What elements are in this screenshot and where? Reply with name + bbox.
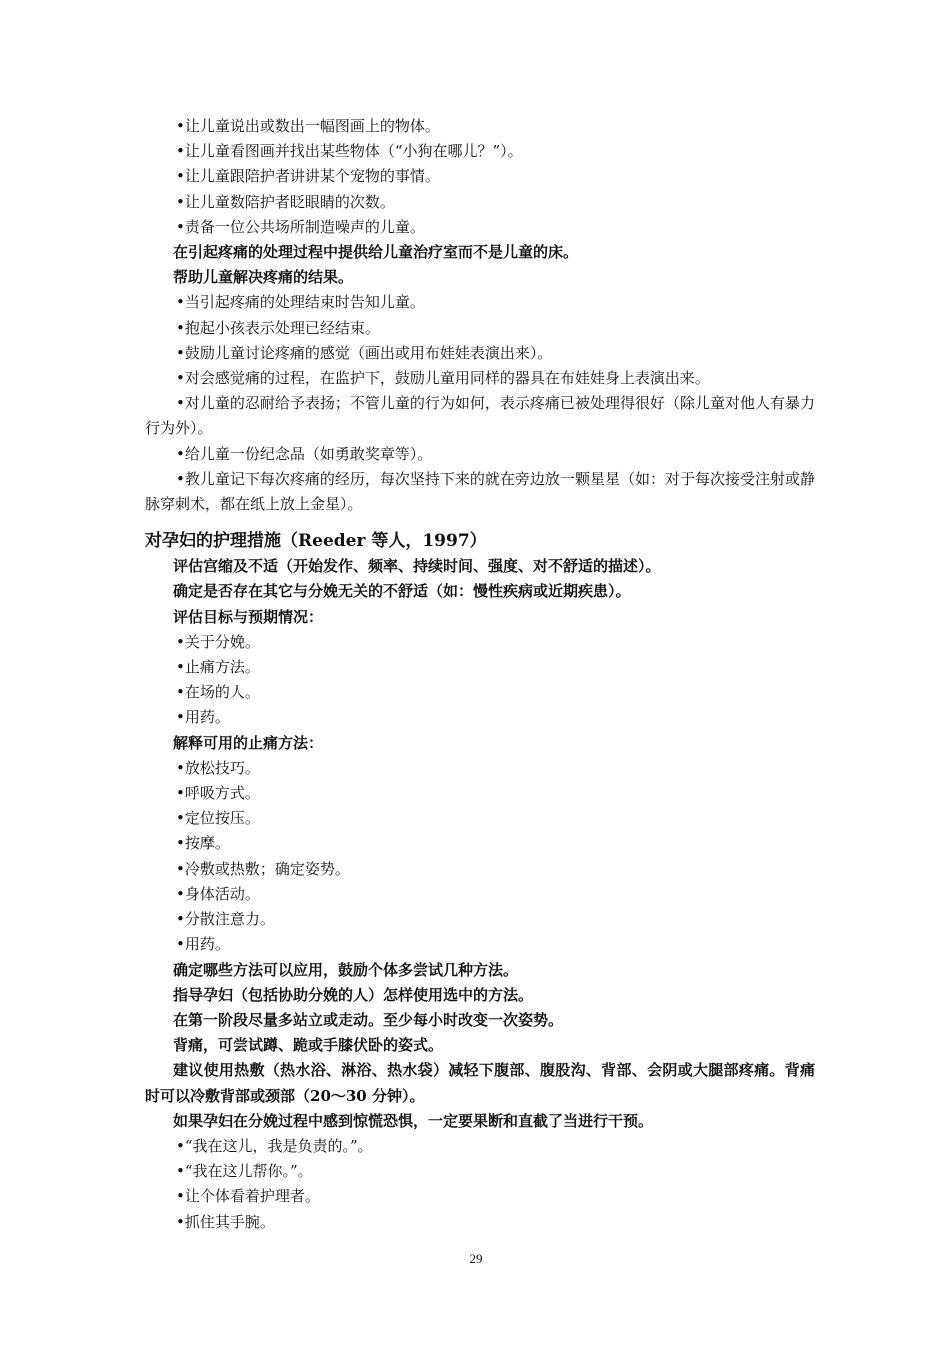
- list-item: •抓住其手腕。: [176, 1212, 275, 1231]
- page-number: 29: [469, 1251, 483, 1266]
- bold-instruction: 评估目标与预期情况：: [173, 607, 324, 626]
- bold-instruction: 评估宫缩及不适（开始发作、频率、持续时间、强度、对不舒适的描述）。: [173, 557, 661, 576]
- bold-instruction: 解释可用的止痛方法：: [173, 733, 324, 752]
- list-item: •让儿童跟陪护者讲讲某个宠物的事情。: [176, 167, 440, 186]
- list-item: •责备一位公共场所制造噪声的儿童。: [176, 217, 425, 236]
- list-item: •给儿童一份纪念品（如勇敢奖章等）。: [176, 444, 433, 463]
- list-item: •用药。: [176, 708, 230, 727]
- bold-instruction: 指导孕妇（包括协助分娩的人）怎样使用选中的方法。: [173, 985, 534, 1004]
- bold-instruction: 如果孕妇在分娩过程中感到惊慌恐惧，一定要果断和直截了当进行干预。: [173, 1111, 654, 1130]
- section-heading: 对孕妇的护理措施（Reeder 等人，1997）: [145, 531, 487, 552]
- list-item: •在场的人。: [176, 683, 260, 702]
- list-item: •鼓励儿童讨论疼痛的感觉（画出或用布娃娃表演出来）。: [176, 343, 553, 362]
- bold-wrapped-instruction: 建议使用热敷（热水浴、淋浴、热水袋）减轻下腹部、腹股沟、背部、会阴或大腿部疼痛。背痛时可以冷敷背部或颈部（20～30 分钟）。: [145, 1061, 815, 1105]
- list-item: •让儿童看图画并找出某些物体（“小狗在哪儿？”）。: [176, 142, 523, 161]
- wrapped-list-item: •对儿童的忍耐给予表扬；不管儿童的行为如何，表示疼痛已被处理得很好（除儿童对他人有暴力行为外）。: [145, 394, 815, 438]
- list-item: •呼吸方式。: [176, 784, 260, 803]
- list-item: •放松技巧。: [176, 758, 260, 777]
- list-item: •定位按压。: [176, 809, 260, 828]
- list-item: •让儿童数陪护者眨眼睛的次数。: [176, 192, 395, 211]
- list-item: •关于分娩。: [176, 632, 260, 651]
- page-content: [145, 114, 815, 1235]
- bold-instruction: 在第一阶段尽量多站立或走动。至少每小时改变一次姿势。: [173, 1010, 564, 1029]
- list-item: •“我在这儿帮你。”。: [176, 1162, 313, 1181]
- list-item: •让儿童说出或数出一幅图画上的物体。: [176, 117, 440, 135]
- list-item: •抱起小孩表示处理已经结束。: [176, 318, 380, 337]
- list-item: •让个体看着护理者。: [176, 1187, 320, 1206]
- bold-instruction: 确定是否存在其它与分娩无关的不舒适（如：慢性疾病或近期疾患）。: [173, 582, 631, 601]
- bold-instruction: 在引起疼痛的处理过程中提供给儿童治疗室而不是儿童的床。: [173, 243, 579, 262]
- bold-instruction: 确定哪些方法可以应用，鼓励个体多尝试几种方法。: [173, 960, 519, 979]
- list-item: •冷敷或热敷；确定姿势。: [176, 859, 350, 878]
- bold-instruction: 背痛，可尝试蹲、跪或手膝伏卧的姿式。: [173, 1036, 444, 1055]
- list-item: •按摩。: [176, 834, 230, 853]
- list-item: •分散注意力。: [176, 910, 275, 929]
- wrapped-list-item: •教儿童记下每次疼痛的经历，每次坚持下来的就在旁边放一颗星星（如：对于每次接受注射或静脉穿刺术，都在纸上放上金星）。: [145, 469, 815, 514]
- list-item: •对会感觉痛的过程，在监护下，鼓励儿童用同样的器具在布娃娃身上表演出来。: [176, 369, 710, 388]
- list-item: •用药。: [176, 935, 230, 954]
- list-item: •身体活动。: [176, 884, 260, 903]
- bold-instruction: 帮助儿童解决疼痛的结果。: [173, 268, 354, 287]
- list-item: •止痛方法。: [176, 658, 260, 677]
- list-item: •“我在这儿，我是负责的。”。: [176, 1136, 373, 1155]
- list-item: •当引起疼痛的处理结束时告知儿童。: [176, 293, 425, 312]
